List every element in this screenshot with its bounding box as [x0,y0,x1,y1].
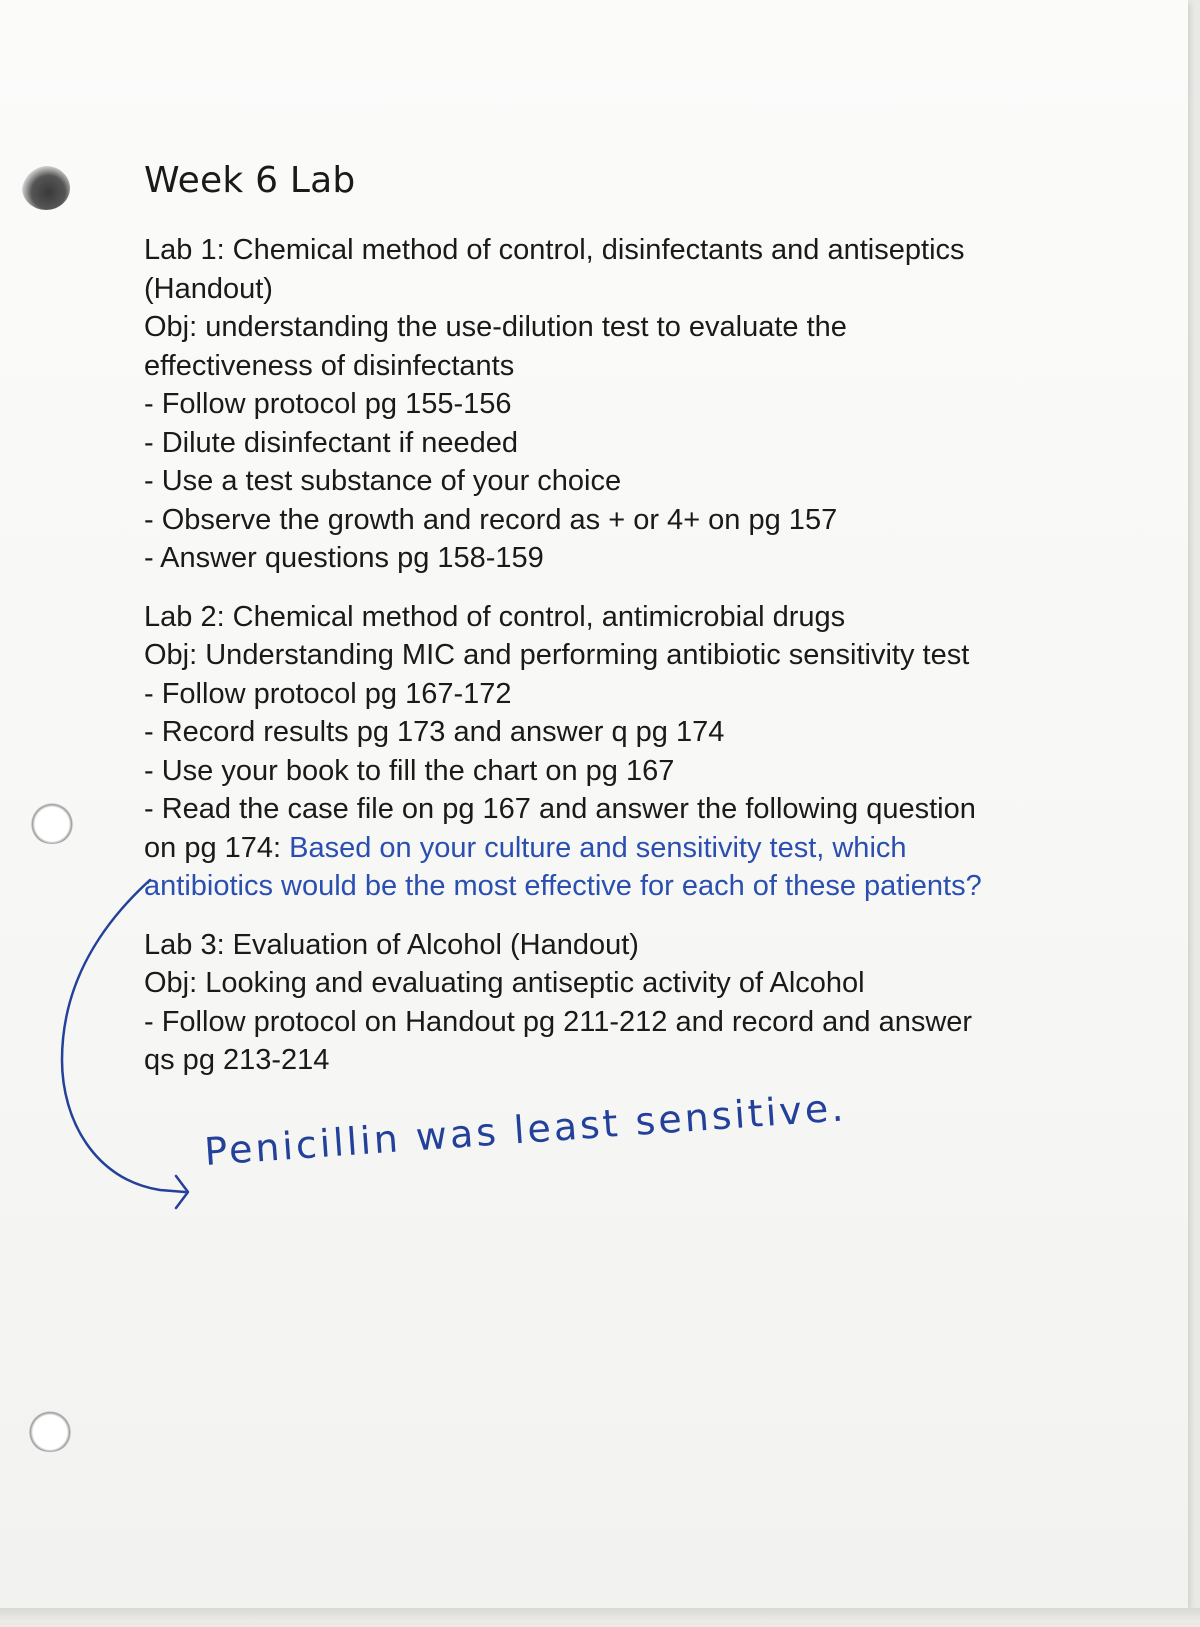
handwritten-note: Penicillin was least sensitive. [202,1085,848,1174]
lab-2-step: - Record results pg 173 and answer q pg 174 [144,716,725,748]
punch-hole-top [22,166,70,210]
lab-1-heading: Lab 1: Chemical method of control, disinfectants and antiseptics [144,234,965,266]
lab-1-heading-cont: (Handout) [144,272,273,305]
lab-2-section [144,598,1064,906]
lab-3-section [144,926,1064,1080]
punch-hole-bottom [26,1408,74,1452]
lab-1-step: - Use a test substance of your choice [144,465,622,497]
lab-1-objective-cont: effectiveness of disinfectants [144,349,515,382]
page-bottom-edge [0,1608,1200,1622]
document-body [144,160,1064,1100]
lab-2-heading: Lab 2: Chemical method of control, antimicrobial drugs [144,600,846,633]
lab-1-step: - Observe the growth and record as + or 4+ on pg 157 [144,503,838,536]
lab-3-objective: Obj: Looking and evaluating antiseptic activity of Alcohol [144,967,865,999]
question-prefix: on pg 174: [144,831,290,864]
punch-hole-middle [28,800,76,844]
question-text: Based on your culture and sensitivity test, which [289,831,907,864]
question-text-cont: antibiotics would be the most effective for each of these patients? [144,870,982,902]
lab-2-question-line [144,829,1064,868]
lab-1-step: - Dilute disinfectant if needed [144,426,518,459]
lab-2-objective: Obj: Understanding MIC and performing antibiotic sensitivity test [144,639,970,671]
lab-1-step: - Follow protocol pg 155-156 [144,388,512,420]
lab-2-step: - Follow protocol pg 167-172 [144,677,512,710]
lab-2-step: - Read the case file on pg 167 and answer the following question [144,793,976,825]
page-title: Week 6 Lab [144,160,356,201]
lab-3-step: - Follow protocol on Handout pg 211-212 and record and answer [144,1005,973,1038]
lab-3-heading: Lab 3: Evaluation of Alcohol (Handout) [144,928,639,961]
lab-1-objective: Obj: understanding the use-dilution test to evaluate the [144,311,847,343]
lab-1-section [144,231,1064,578]
lab-1-step: - Answer questions pg 158-159 [144,542,544,574]
lab-3-step-cont: qs pg 213-214 [144,1044,330,1076]
lab-2-step: - Use your book to fill the chart on pg 167 [144,754,675,787]
